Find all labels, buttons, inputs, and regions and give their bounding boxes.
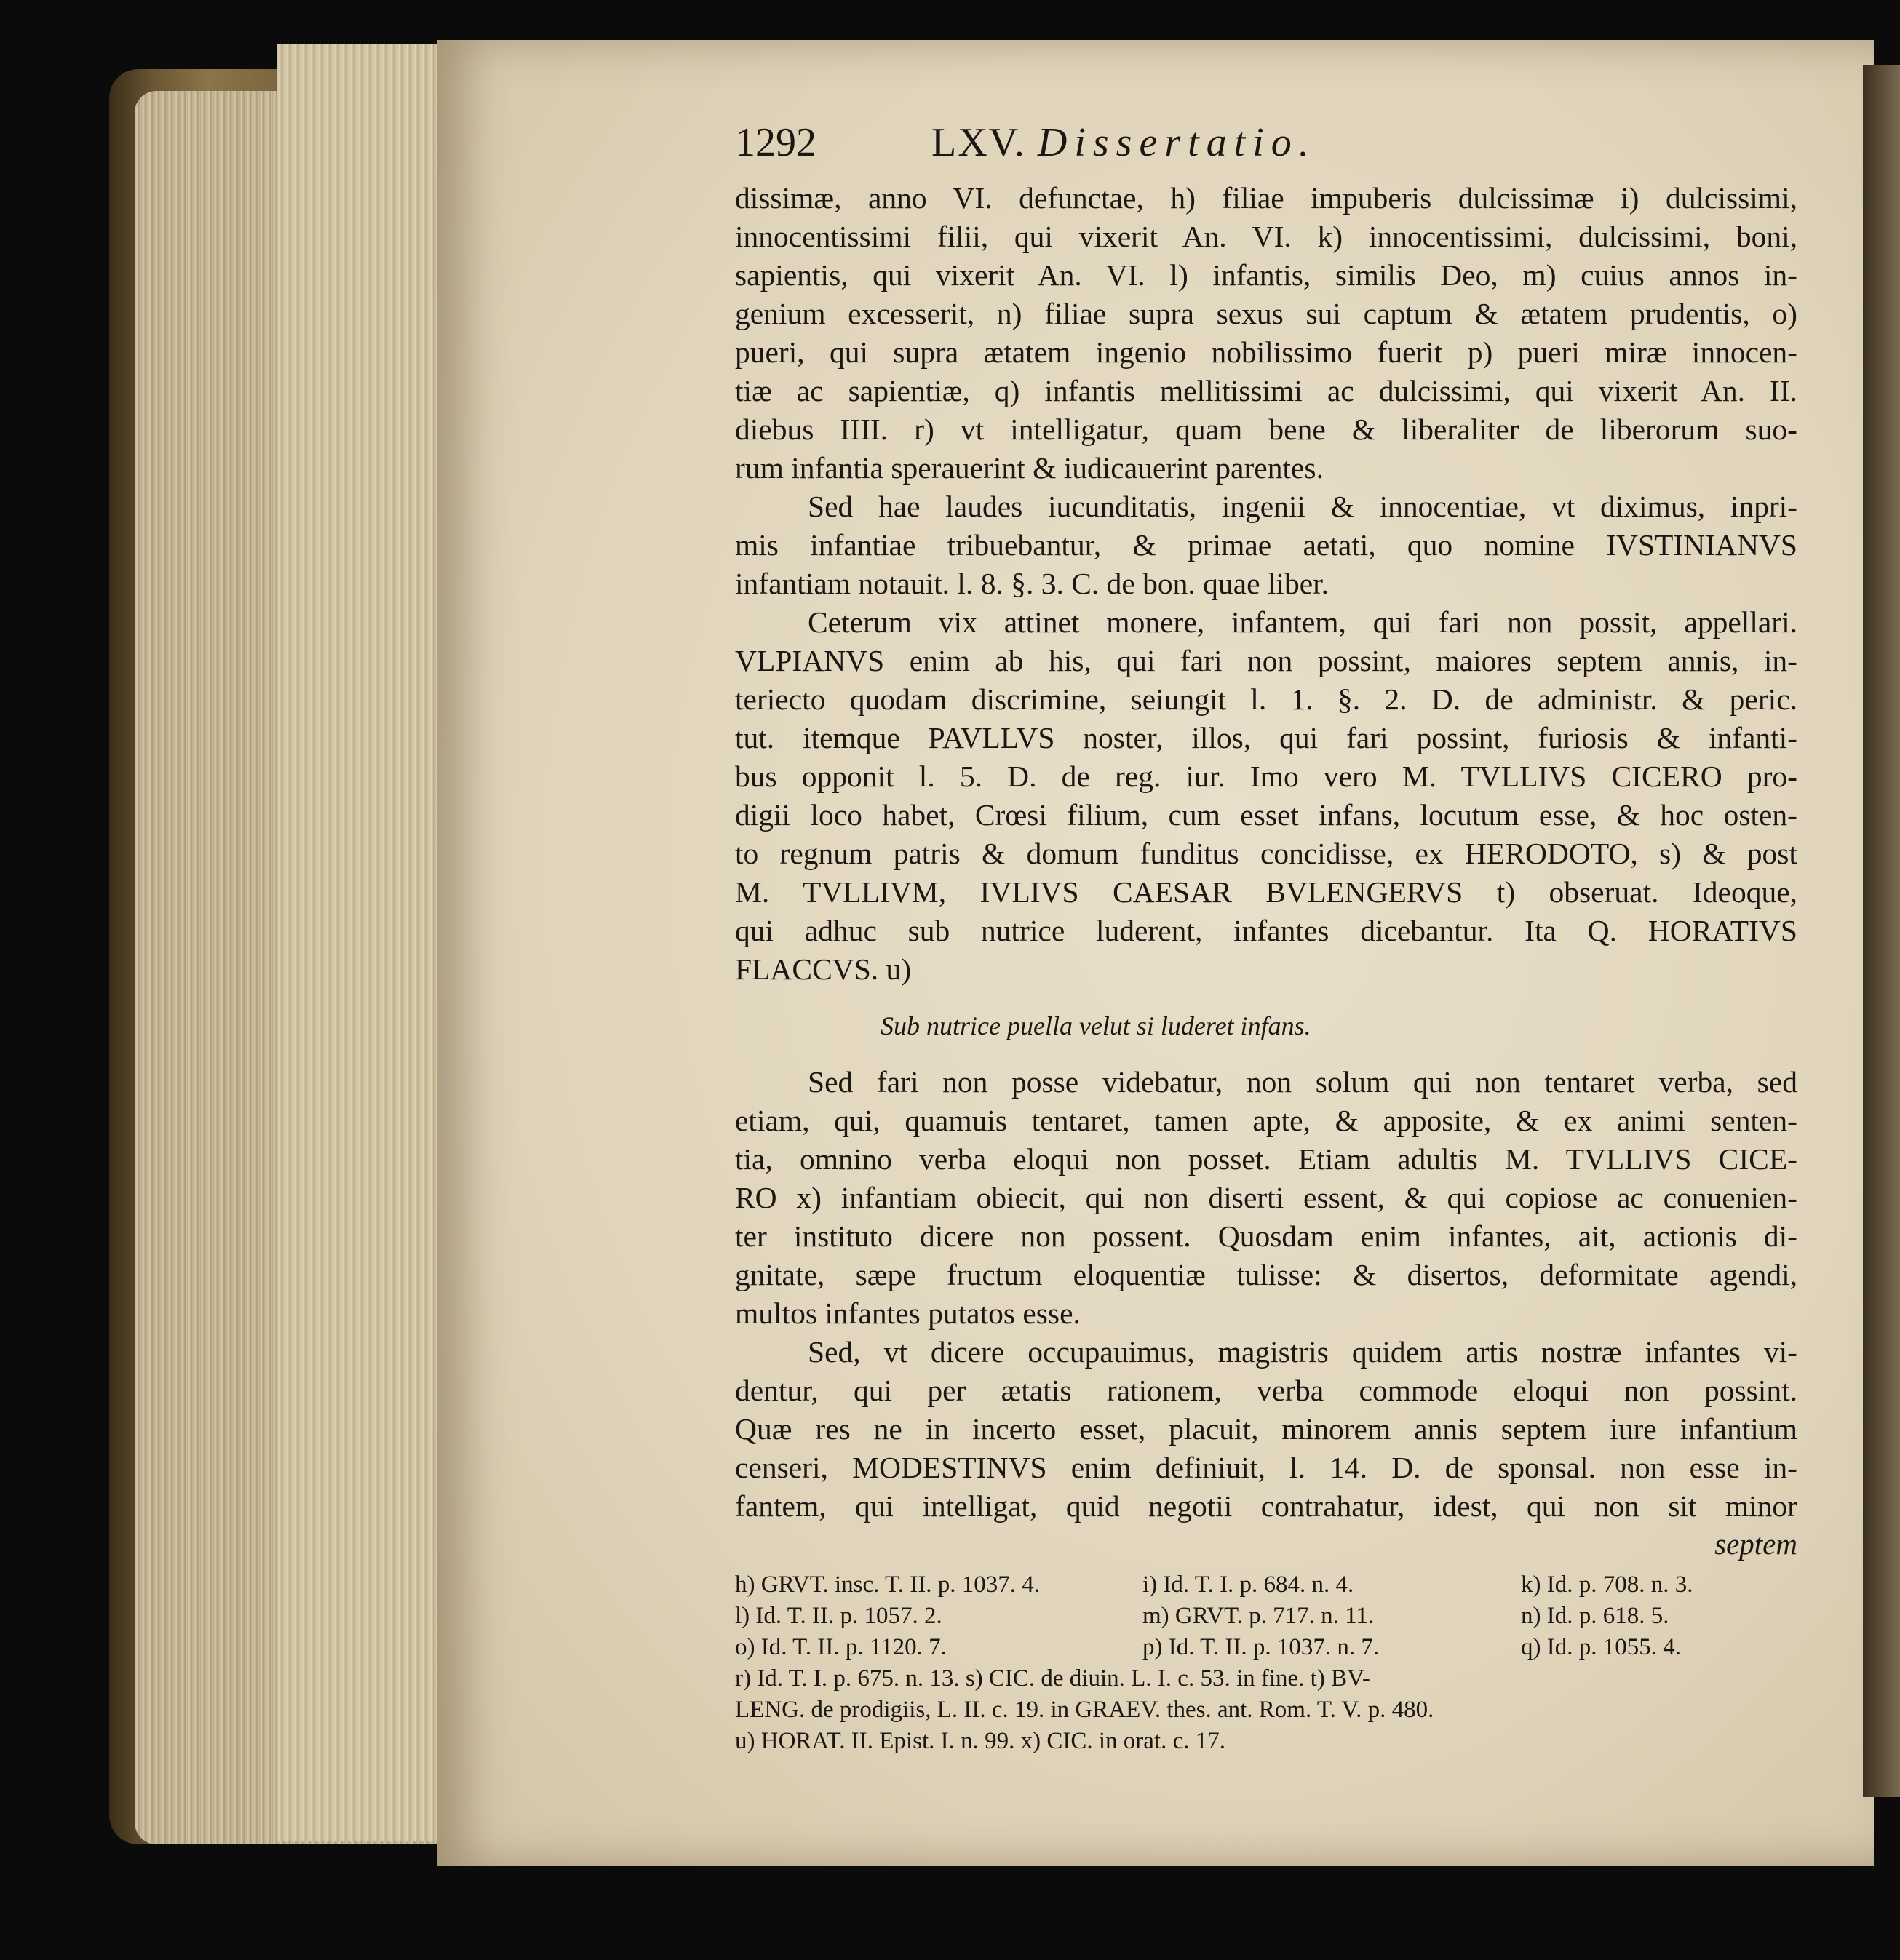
verse-quote: Sub nutrice puella velut si luderet infans.	[881, 1011, 1311, 1040]
text-line: tia, omnino verba eloqui non posset. Etiam adultis M. TVLLIVS CICE-	[735, 1142, 1797, 1176]
running-header	[735, 120, 1797, 175]
footnote: h) GRVT. insc. T. II. p. 1037. 4.	[735, 1571, 1040, 1598]
text-line: Ceterum vix attinet monere, infantem, qui fari non possit, appellari.	[808, 605, 1797, 639]
text-line: to regnum patris & domum funditus concidisse, ex HERODOTO, s) & post	[735, 837, 1797, 870]
text-line: ter instituto dicere non possent. Quosdam enim infantes, ait, actionis di-	[735, 1219, 1797, 1253]
text-line: mis infantiae tribuebantur, & primae aetati, quo nomine IVSTINIANVS	[735, 528, 1797, 562]
footnote-row	[735, 1569, 1797, 1601]
footnote-row	[735, 1632, 1797, 1663]
footnote-row: u) HORAT. II. Epist. I. n. 99. x) CIC. in orat. c. 17.	[735, 1728, 1225, 1754]
header-roman: LXV.	[931, 120, 1026, 165]
footnote-row	[735, 1601, 1797, 1632]
footnote: m) GRVT. p. 717. n. 11.	[1142, 1603, 1375, 1629]
facing-page-edge	[1863, 65, 1900, 1797]
text-line: tut. itemque PAVLLVS noster, illos, qui fari possint, furiosis & infanti-	[735, 721, 1797, 754]
header-title	[931, 120, 1316, 165]
text-line: digii loco habet, Crœsi filium, cum esset infans, locutum esse, & hoc osten-	[735, 798, 1797, 832]
text-line: tiæ ac sapientiæ, q) infantis mellitissimi ac dulcissimi, qui vixerit An. II.	[735, 374, 1797, 407]
footnote: k) Id. p. 708. n. 3.	[1521, 1571, 1693, 1598]
paragraph-1	[735, 179, 1797, 487]
footnote: o) Id. T. II. p. 1120. 7.	[735, 1634, 947, 1660]
text-line: pueri, qui supra ætatem ingenio nobilissimo fuerit p) pueri miræ innocen-	[735, 335, 1797, 369]
text-line: genium excesserit, n) filiae supra sexus sui captum & ætatem prudentis, o)	[735, 297, 1797, 330]
paragraph-5	[735, 1333, 1797, 1526]
text-line: VLPIANVS enim ab his, qui fari non possint, maiores septem annis, in-	[735, 644, 1797, 677]
text-line: dissimæ, anno VI. defunctae, h) filiae impuberis dulcissimæ i) dulcissimi,	[735, 181, 1797, 215]
page-number: 1292	[735, 120, 816, 165]
text-line: qui adhuc sub nutrice luderent, infantes dicebantur. Ita Q. HORATIVS	[735, 914, 1797, 947]
text-line: Sed, vt dicere occupauimus, magistris quidem artis nostræ infantes vi-	[808, 1335, 1797, 1369]
text-line: etiam, qui, quamuis tentaret, tamen apte, & apposite, & ex animi senten-	[735, 1104, 1797, 1137]
footnotes	[735, 1569, 1797, 1757]
text-line: RO x) infantiam obiecit, qui non diserti essent, & qui copiose ac conuenien-	[735, 1181, 1797, 1214]
footnote: n) Id. p. 618. 5.	[1521, 1603, 1669, 1629]
footnote-row: LENG. de prodigiis, L. II. c. 19. in GRAEV. thes. ant. Rom. T. V. p. 480.	[735, 1697, 1434, 1723]
text-line: Sed hae laudes iucunditatis, ingenii & innocentiae, vt diximus, inpri-	[808, 490, 1797, 523]
text-line: gnitate, sæpe fructum eloquentiæ tulisse: & disertos, deformitate agendi,	[735, 1258, 1797, 1291]
catchword: septem	[1714, 1527, 1797, 1561]
text-line: teriecto quodam discrimine, seiungit l. 1. §. 2. D. de administr. & peric.	[735, 682, 1797, 716]
text-line: multos infantes putatos esse.	[735, 1296, 1081, 1330]
paragraph-4	[735, 1063, 1797, 1333]
paragraph-2	[735, 487, 1797, 603]
text-line: Quæ res ne in incerto esset, placuit, minorem annis septem iure infantium	[735, 1412, 1797, 1446]
footnote-row: r) Id. T. I. p. 675. n. 13. s) CIC. de diuin. L. I. c. 53. in fine. t) BV-	[735, 1665, 1370, 1692]
text-line: Sed fari non posse videbatur, non solum qui non tentaret verba, sed	[808, 1065, 1797, 1099]
text-line: M. TVLLIVM, IVLIVS CAESAR BVLENGERVS t) obseruat. Ideoque,	[735, 875, 1797, 909]
text-line: rum infantia sperauerint & iudicauerint parentes.	[735, 451, 1324, 485]
footnote: i) Id. T. I. p. 684. n. 4.	[1142, 1571, 1354, 1598]
footnote: l) Id. T. II. p. 1057. 2.	[735, 1603, 942, 1629]
paragraph-3	[735, 603, 1797, 989]
text-line: censeri, MODESTINVS enim definiuit, l. 14. D. de sponsal. non esse in-	[735, 1451, 1797, 1484]
footnote: q) Id. p. 1055. 4.	[1521, 1634, 1681, 1660]
text-line: innocentissimi filii, qui vixerit An. VI. k) innocentissimi, dulcissimi, boni,	[735, 220, 1797, 253]
text-line: bus opponit l. 5. D. de reg. iur. Imo vero M. TVLLIVS CICERO pro-	[735, 760, 1797, 793]
text-line: diebus IIII. r) vt intelligatur, quam bene & liberaliter de liberorum suo-	[735, 413, 1797, 446]
text-line: fantem, qui intelligat, quid negotii contrahatur, idest, qui non sit minor	[735, 1489, 1797, 1523]
footnote: p) Id. T. II. p. 1037. n. 7.	[1142, 1634, 1380, 1660]
text-line: sapientis, qui vixerit An. VI. l) infantis, similis Deo, m) cuius annos in-	[735, 258, 1797, 292]
page-content	[735, 120, 1797, 1757]
text-line: infantiam notauit. l. 8. §. 3. C. de bon. quae liber.	[735, 567, 1329, 600]
text-line: dentur, qui per ætatis rationem, verba commode eloqui non possint.	[735, 1374, 1797, 1407]
header-dissertatio: Dissertatio.	[1037, 120, 1316, 165]
text-line: FLACCVS. u)	[735, 952, 912, 986]
